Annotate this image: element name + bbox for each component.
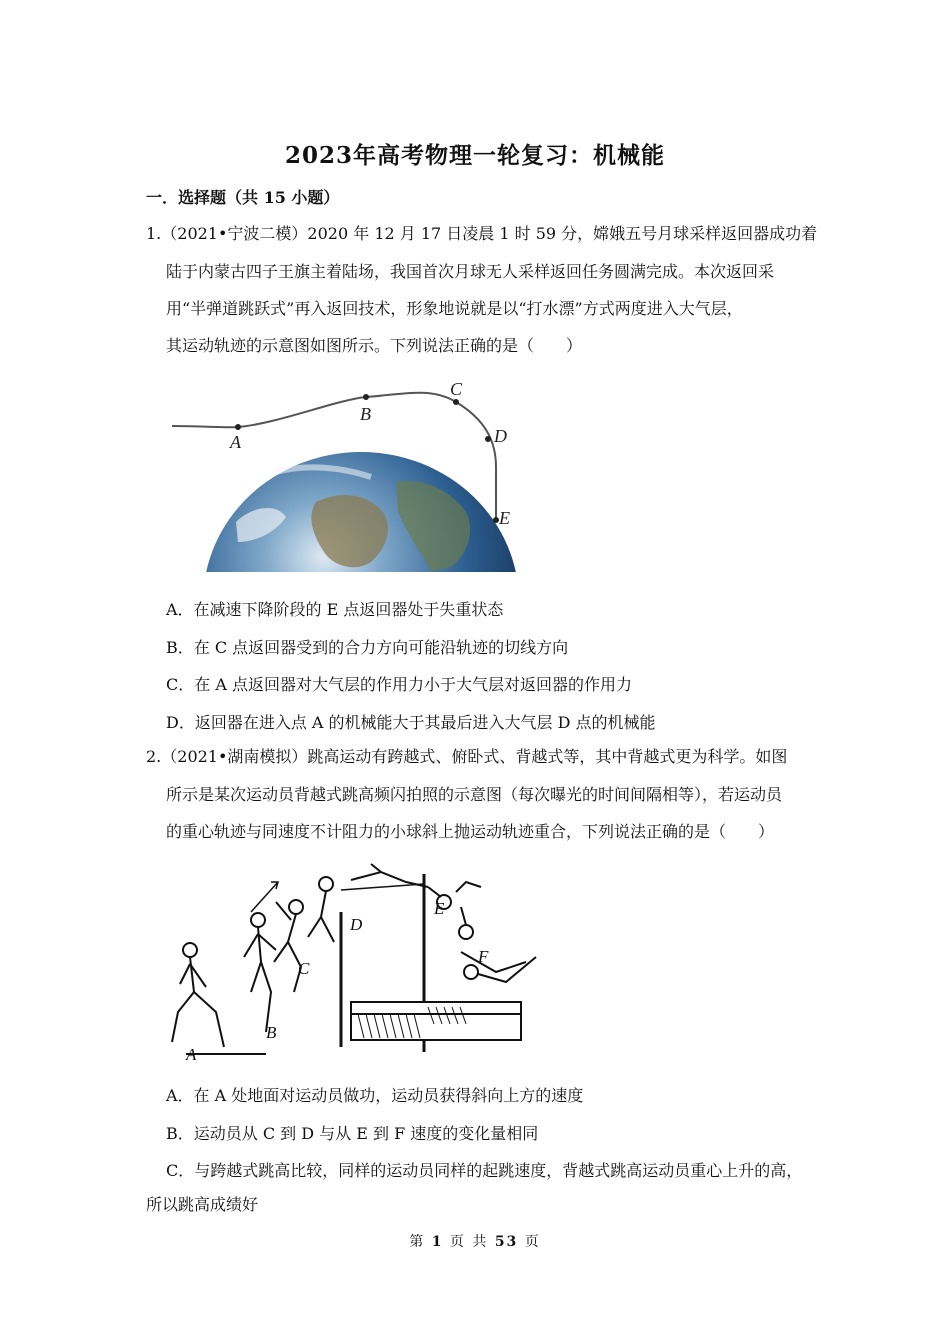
q2-option-c: C．与跨越式跳高比较，同样的运动员同样的起跳速度，背越式跳高运动员重心上升的高， [166, 1161, 803, 1180]
footer-middle: 页 共 [449, 1234, 489, 1250]
q1-line-2: 陆于内蒙古四子王旗主着陆场，我国首次月球无人采样返回任务圆满完成。本次返回采 [166, 262, 775, 281]
q1-line-1: 1.（2021•宁波二模）2020 年 12 月 17 日凌晨 1 时 59 分，嫦娥五号月球采样返回器成功着 [146, 224, 818, 243]
q1-option-a: A．在减速下降阶段的 E 点返回器处于失重状态 [166, 600, 504, 619]
q1-line-3: 用“半弹道跳跃式”再入返回技术，形象地说就是以“打水漂”方式两度进入大气层， [166, 299, 743, 318]
page-footer [0, 1231, 950, 1251]
label-d: D [494, 426, 507, 446]
label-e: E [434, 899, 445, 918]
q2-high-jump-figure [166, 862, 556, 1067]
label-c: C [450, 379, 463, 399]
label-d: D [350, 915, 363, 934]
section-heading: 一．选择题（共 15 小题） [146, 188, 340, 207]
footer-page-number: 1 [431, 1234, 444, 1250]
q1-trajectory-figure [166, 372, 526, 577]
q2-option-a: A．在 A 处地面对运动员做功，运动员获得斜向上方的速度 [166, 1086, 584, 1105]
q2-option-c-continued: 所以跳高成绩好 [146, 1195, 259, 1214]
footer-total-pages: 53 [494, 1234, 519, 1250]
q1-option-d: D．返回器在进入点 A 的机械能大于其最后进入大气层 D 点的机械能 [166, 713, 656, 732]
label-c: C [298, 959, 310, 978]
page-title: 2023年高考物理一轮复习：机械能 [284, 142, 665, 169]
footer-suffix: 页 [524, 1234, 541, 1250]
q2-line-2: 所示是某次运动员背越式跳高频闪拍照的示意图（每次曝光的时间间隔相等），若运动员 [166, 785, 783, 804]
q1-option-b: B．在 C 点返回器受到的合力方向可能沿轨迹的切线方向 [166, 638, 569, 657]
label-a: A [186, 1045, 197, 1064]
q2-line-1: 2.（2021•湖南模拟）跳高运动有跨越式、俯卧式、背越式等，其中背越式更为科学。如图 [146, 747, 788, 766]
label-b: B [266, 1023, 277, 1042]
label-f: F [478, 947, 489, 966]
earth-image [203, 452, 519, 577]
q1-line-4: 其运动轨迹的示意图如图所示。下列说法正确的是（ ） [166, 336, 583, 355]
q2-option-b: B．运动员从 C 到 D 与从 E 到 F 速度的变化量相同 [166, 1124, 539, 1143]
label-a: A [230, 432, 241, 452]
footer-prefix: 第 [409, 1234, 426, 1250]
q1-option-c: C．在 A 点返回器对大气层的作用力小于大气层对返回器的作用力 [166, 675, 632, 694]
label-e: E [499, 508, 510, 528]
label-b: B [360, 404, 371, 424]
q2-line-3: 的重心轨迹与同速度不计阻力的小球斜上抛运动轨迹重合，下列说法正确的是（ ） [166, 822, 775, 841]
